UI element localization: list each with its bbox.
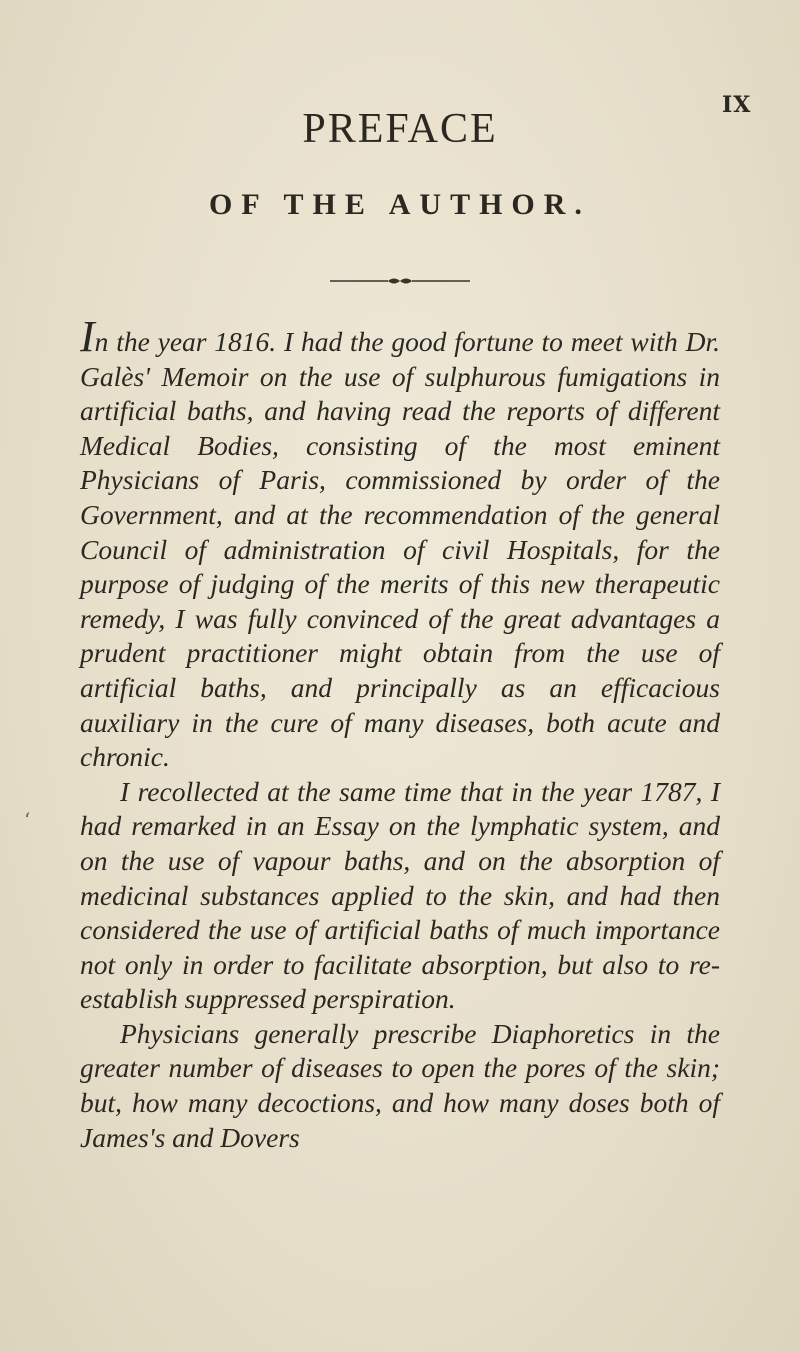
page-subtitle: OF THE AUTHOR. (209, 188, 591, 221)
drop-cap: I (80, 312, 95, 361)
ornamental-divider (330, 276, 470, 286)
paragraph-1-text: n the year 1816. I had the good fortune to meet with Dr. Galès' Memoir on the use of sulphurous fumigations in artificial baths, and having read the reports of different Medical Bodies, consisting of the most eminent Physicians of Paris, commissioned by order of the Government, and at the recommendation of the general Council of administration of civil Hospitals, for the purpose of judging of the merits of this new therapeutic remedy, I was fully convinced of the great advantages a prudent practitioner might obtain from the use of artificial baths, and principally as an efficacious auxiliary in the cure of many diseases, both acute and chronic. (80, 326, 720, 773)
paragraph-1 (80, 312, 720, 775)
paragraph-2: I recollected at the same time that in the year 1787, I had remarked in an Essay on the lymphatic system, and on the use of vapour baths, and on the absorption of medicinal substances applied to the skin, and had then considered the use of artificial baths of much importance not only in order to facilitate absorption, but also to re-establish suppressed perspiration. (80, 775, 720, 1015)
page-number: IX (722, 92, 752, 118)
page-title: PREFACE (302, 106, 498, 152)
preface-text (80, 312, 720, 1155)
margin-mark: ‘ (24, 808, 31, 832)
paragraph-3: Physicians generally prescribe Diaphoretics in the greater number of diseases to open the pores of the skin; but, how many decoctions, and how many doses both of James's and Dovers (80, 1017, 720, 1153)
